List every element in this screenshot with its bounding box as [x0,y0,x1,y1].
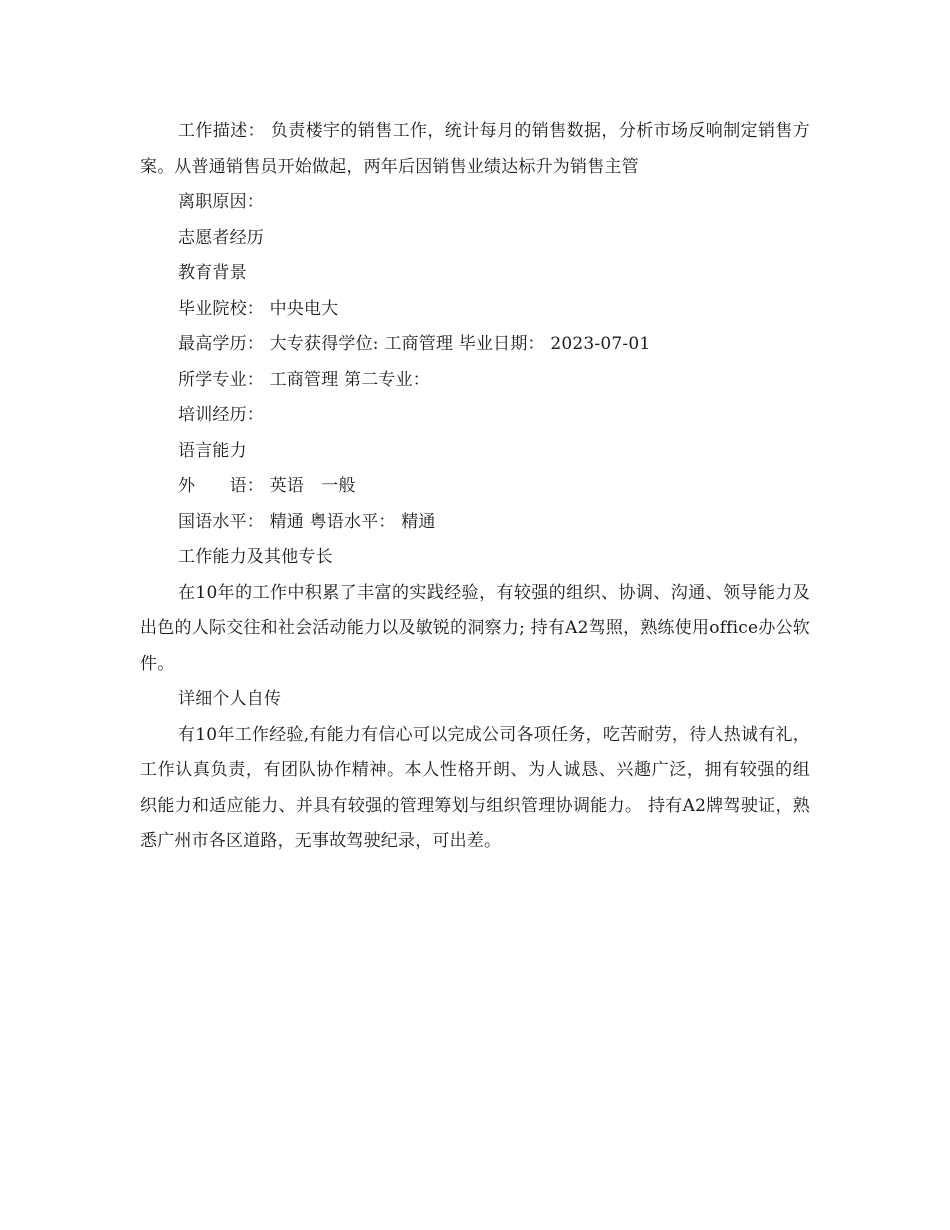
skills-heading: 工作能力及其他专长 [178,547,333,567]
document-body [140,114,810,860]
work-description-paragraph [140,114,810,185]
education-heading: 教育背景 [178,263,247,283]
mandarin-cantonese-line: 国语水平： 精通 粤语水平： 精通 [178,511,436,532]
language-heading: 语言能力 [178,440,247,461]
degree-line: 最高学历： 大专获得学位: 工商管理 毕业日期： 2023-07-01 [178,334,651,354]
work-description-label: 工作描述： [178,121,265,141]
autobiography-heading: 详细个人自传 [178,689,282,709]
foreign-language-line: 外 语： 英语 一般 [178,476,356,496]
training-line: 培训经历： [178,405,264,425]
skills-paragraph: 在10年的工作中积累了丰富的实践经验，有较强的组织、协调、沟通、领导能力及出色的人际交往和社会活动能力以及敏锐的洞察力; 持有A2驾照，熟练使用office办公软件。 [140,582,810,674]
autobiography-paragraph: 有10年工作经验,有能力有信心可以完成公司各项任务，吃苦耐劳，待人热诚有礼，工作认真负责，有团队协作精神。本人性格开朗、为人诚恳、兴趣广泛，拥有较强的组织能力和适应能力、并具有较强的管理筹划与组织管理协调能力。 持有A2牌驾驶证，熟悉广州市各区道路，无事故驾驶纪录，可出差。 [140,724,810,851]
school-line: 毕业院校： 中央电大 [178,298,339,319]
volunteer-heading: 志愿者经历 [178,227,264,248]
leave-reason-line: 离职原因： [178,192,264,212]
work-description-text: 负责楼宇的销售工作，统计每月的销售数据，分析市场反响制定销售方案。从普通销售员开始做起，两年后因销售业绩达标升为销售主管 [140,121,811,177]
major-line: 所学专业： 工商管理 第二专业： [178,369,431,390]
